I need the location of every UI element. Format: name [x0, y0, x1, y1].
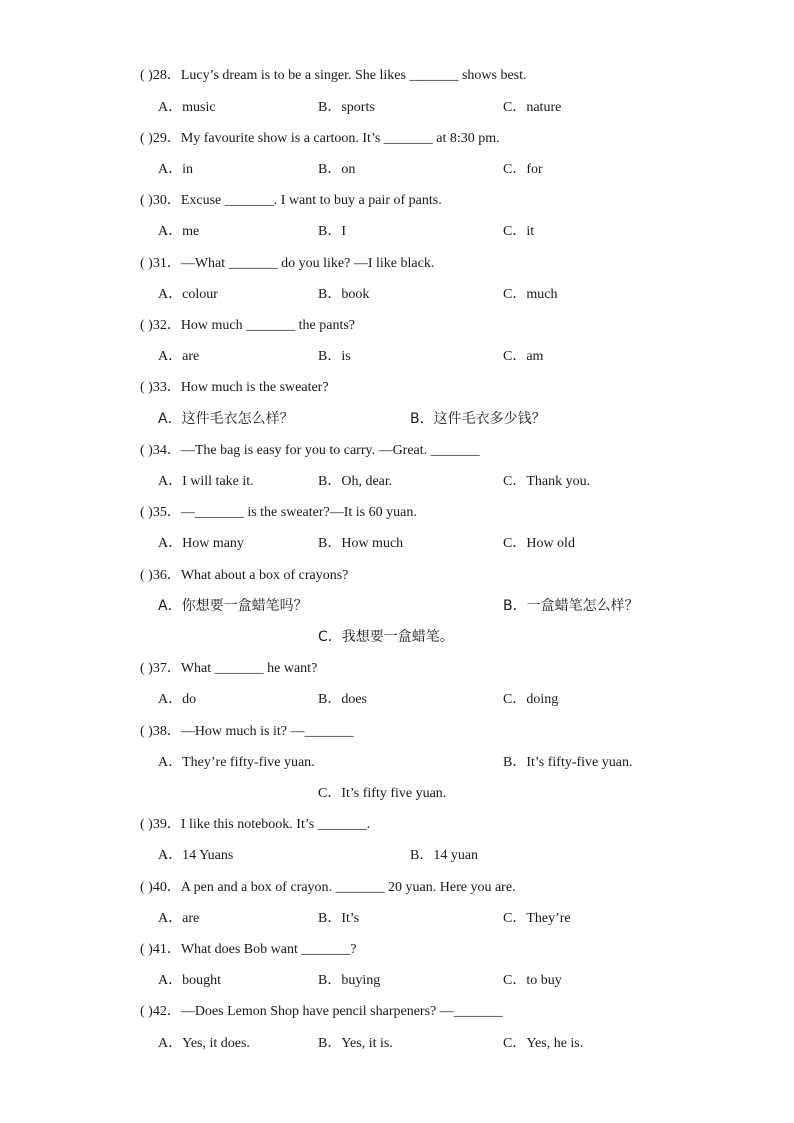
q35-option-a[interactable]: A．How many: [158, 536, 244, 551]
q35-option-c[interactable]: C．How old: [503, 536, 575, 551]
q31-option-c[interactable]: C．much: [503, 287, 558, 302]
question-28: ( )28．Lucy’s dream is to be a singer. She likes _______ shows best.: [140, 68, 527, 83]
q32-option-c[interactable]: C．am: [503, 349, 544, 364]
q37-option-a[interactable]: A．do: [158, 692, 197, 707]
q40-option-b[interactable]: B．It’s: [318, 911, 360, 926]
q33-option-b[interactable]: B．这件毛衣多少钱？: [410, 411, 546, 427]
question-39: ( )39．I like this notebook. It’s _______.: [140, 817, 371, 832]
q36-option-a[interactable]: A．你想要一盒蜡笔吗？: [158, 598, 308, 614]
q34-option-a[interactable]: A．I will take it.: [158, 474, 254, 489]
q31-option-b[interactable]: B．book: [318, 287, 370, 302]
q40-option-c[interactable]: C．They’re: [503, 911, 571, 926]
q36-option-b[interactable]: B．一盒蜡笔怎么样？: [503, 598, 639, 614]
question-41: ( )41．What does Bob want _______?: [140, 942, 357, 957]
q40-option-a[interactable]: A．are: [158, 911, 200, 926]
q37-option-c[interactable]: C．doing: [503, 692, 559, 707]
q28-option-a[interactable]: A．music: [158, 100, 216, 115]
q29-option-b[interactable]: B．on: [318, 162, 356, 177]
q34-option-b[interactable]: B．Oh, dear.: [318, 474, 393, 489]
q28-option-c[interactable]: C．nature: [503, 100, 562, 115]
q29-option-c[interactable]: C．for: [503, 162, 543, 177]
q42-option-c[interactable]: C．Yes, he is.: [503, 1036, 584, 1051]
question-37: ( )37．What _______ he want?: [140, 661, 318, 676]
question-33: ( )33．How much is the sweater?: [140, 380, 329, 395]
q38-option-b[interactable]: B．It’s fifty-five yuan.: [503, 755, 633, 770]
question-42: ( )42．—Does Lemon Shop have pencil sharpeners? —_______: [140, 1004, 503, 1019]
q39-option-a[interactable]: A．14 Yuans: [158, 848, 234, 863]
q32-option-a[interactable]: A．are: [158, 349, 200, 364]
question-36: ( )36．What about a box of crayons?: [140, 568, 349, 583]
q30-option-b[interactable]: B．I: [318, 224, 346, 239]
q39-option-b[interactable]: B．14 yuan: [410, 848, 479, 863]
question-30: ( )30．Excuse _______. I want to buy a pair of pants.: [140, 193, 442, 208]
q41-option-b[interactable]: B．buying: [318, 973, 381, 988]
q33-option-a[interactable]: A．这件毛衣怎么样？: [158, 411, 294, 427]
question-38: ( )38．—How much is it? —_______: [140, 724, 354, 739]
q38-option-c[interactable]: C．It’s fifty five yuan.: [318, 786, 447, 801]
q30-option-c[interactable]: C．it: [503, 224, 535, 239]
q28-option-b[interactable]: B．sports: [318, 100, 375, 115]
q35-option-b[interactable]: B．How much: [318, 536, 404, 551]
question-29: ( )29．My favourite show is a cartoon. It’s _______ at 8:30 pm.: [140, 131, 500, 146]
q34-option-c[interactable]: C．Thank you.: [503, 474, 591, 489]
q42-option-a[interactable]: A．Yes, it does.: [158, 1036, 250, 1051]
q38-option-a[interactable]: A．They’re fifty-five yuan.: [158, 755, 315, 770]
q41-option-a[interactable]: A．bought: [158, 973, 221, 988]
q30-option-a[interactable]: A．me: [158, 224, 200, 239]
q37-option-b[interactable]: B．does: [318, 692, 367, 707]
question-34: ( )34．—The bag is easy for you to carry. —Great. _______: [140, 443, 480, 458]
q29-option-a[interactable]: A．in: [158, 162, 193, 177]
question-31: ( )31．—What _______ do you like? —I like black.: [140, 256, 435, 271]
q42-option-b[interactable]: B．Yes, it is.: [318, 1036, 393, 1051]
q41-option-c[interactable]: C．to buy: [503, 973, 562, 988]
question-35: ( )35．—_______ is the sweater?—It is 60 yuan.: [140, 505, 417, 520]
q36-option-c[interactable]: C．我想要一盒蜡笔。: [318, 629, 454, 645]
q32-option-b[interactable]: B．is: [318, 349, 351, 364]
q31-option-a[interactable]: A．colour: [158, 287, 218, 302]
question-32: ( )32．How much _______ the pants?: [140, 318, 356, 333]
question-40: ( )40．A pen and a box of crayon. _______ 20 yuan. Here you are.: [140, 880, 516, 895]
